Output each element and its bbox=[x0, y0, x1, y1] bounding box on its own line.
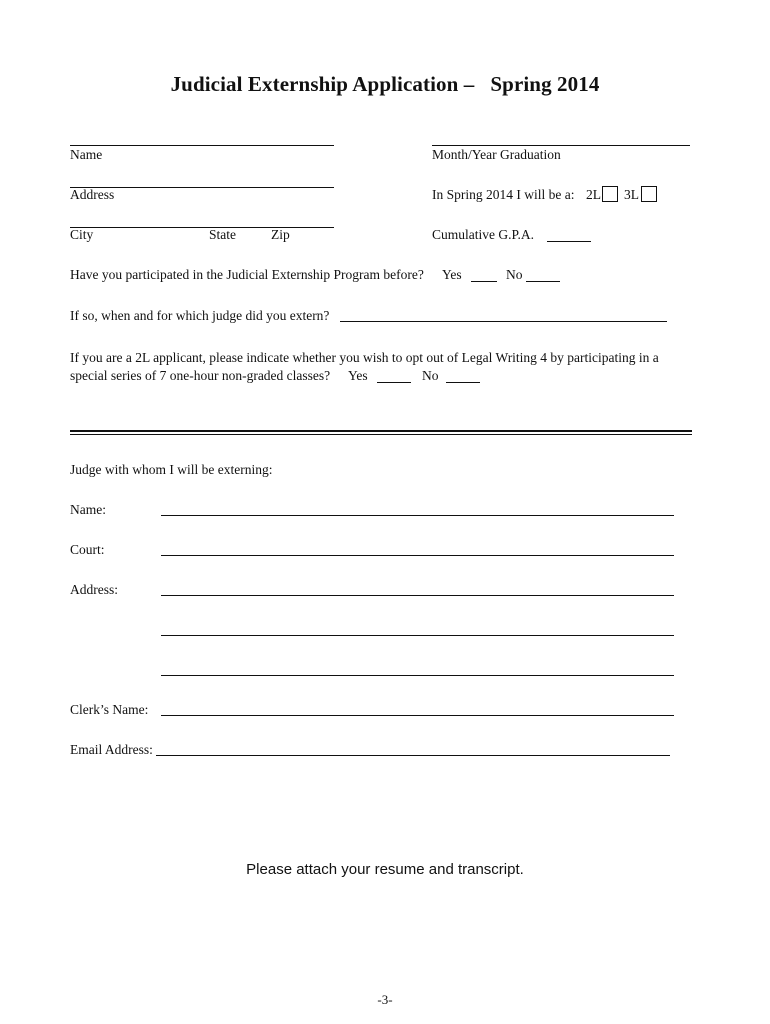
spring-status-label: In Spring 2014 I will be a: bbox=[432, 187, 575, 202]
judge-section-heading: Judge with whom I will be externing: bbox=[70, 462, 273, 477]
page-number: -3- bbox=[377, 992, 393, 1007]
opt-out-yes-field[interactable] bbox=[377, 382, 411, 383]
clerk-name-field[interactable] bbox=[161, 715, 674, 716]
opt-out-question-line2: special series of 7 one-hour non-graded classes? bbox=[70, 368, 331, 383]
city-label: City bbox=[70, 227, 94, 242]
court-field[interactable] bbox=[161, 555, 674, 556]
gpa-field[interactable] bbox=[547, 241, 591, 242]
judge-name-label: Name: bbox=[70, 502, 106, 517]
state-label: State bbox=[209, 227, 236, 242]
zip-label: Zip bbox=[271, 227, 290, 242]
judge-address-field-1[interactable] bbox=[161, 595, 674, 596]
when-which-field[interactable] bbox=[340, 321, 667, 322]
opt-out-question-line1: If you are a 2L applicant, please indicate whether you wish to opt out of Legal Writing 4 by participating in a bbox=[70, 350, 659, 365]
name-label: Name bbox=[70, 147, 103, 162]
option-2l-checkbox[interactable] bbox=[602, 186, 618, 202]
judge-name-field[interactable] bbox=[161, 515, 674, 516]
clerk-name-label: Clerk’s Name: bbox=[70, 702, 149, 717]
judge-address-field-3[interactable] bbox=[161, 675, 674, 676]
opt-out-yes-label: Yes bbox=[348, 368, 368, 383]
option-2l-label: 2L bbox=[586, 187, 601, 202]
graduation-label: Month/Year Graduation bbox=[432, 147, 561, 162]
email-address-label: Email Address: bbox=[70, 742, 153, 757]
name-field[interactable] bbox=[70, 145, 334, 146]
opt-out-no-field[interactable] bbox=[446, 382, 480, 383]
participated-no-label: No bbox=[506, 267, 523, 282]
participated-question: Have you participated in the Judicial Externship Program before? bbox=[70, 267, 424, 282]
judge-address-label: Address: bbox=[70, 582, 118, 597]
judge-address-field-2[interactable] bbox=[161, 635, 674, 636]
city-state-zip-field[interactable] bbox=[70, 227, 334, 228]
when-which-question: If so, when and for which judge did you extern? bbox=[70, 308, 330, 323]
participated-no-field[interactable] bbox=[526, 281, 560, 282]
court-label: Court: bbox=[70, 542, 105, 557]
email-address-field[interactable] bbox=[156, 755, 670, 756]
opt-out-no-label: No bbox=[422, 368, 439, 383]
option-3l-checkbox[interactable] bbox=[641, 186, 657, 202]
participated-yes-field[interactable] bbox=[471, 281, 497, 282]
address-label: Address bbox=[70, 187, 115, 202]
option-3l-label: 3L bbox=[624, 187, 639, 202]
participated-yes-label: Yes bbox=[442, 267, 462, 282]
graduation-field[interactable] bbox=[432, 145, 690, 146]
page-title: Judicial Externship Application – Spring 2014 bbox=[170, 72, 600, 96]
attach-instructions: Please attach your resume and transcript. bbox=[246, 861, 524, 878]
gpa-label: Cumulative G.P.A. bbox=[432, 227, 535, 242]
section-divider-top bbox=[70, 430, 692, 432]
section-divider-bottom bbox=[70, 434, 692, 435]
